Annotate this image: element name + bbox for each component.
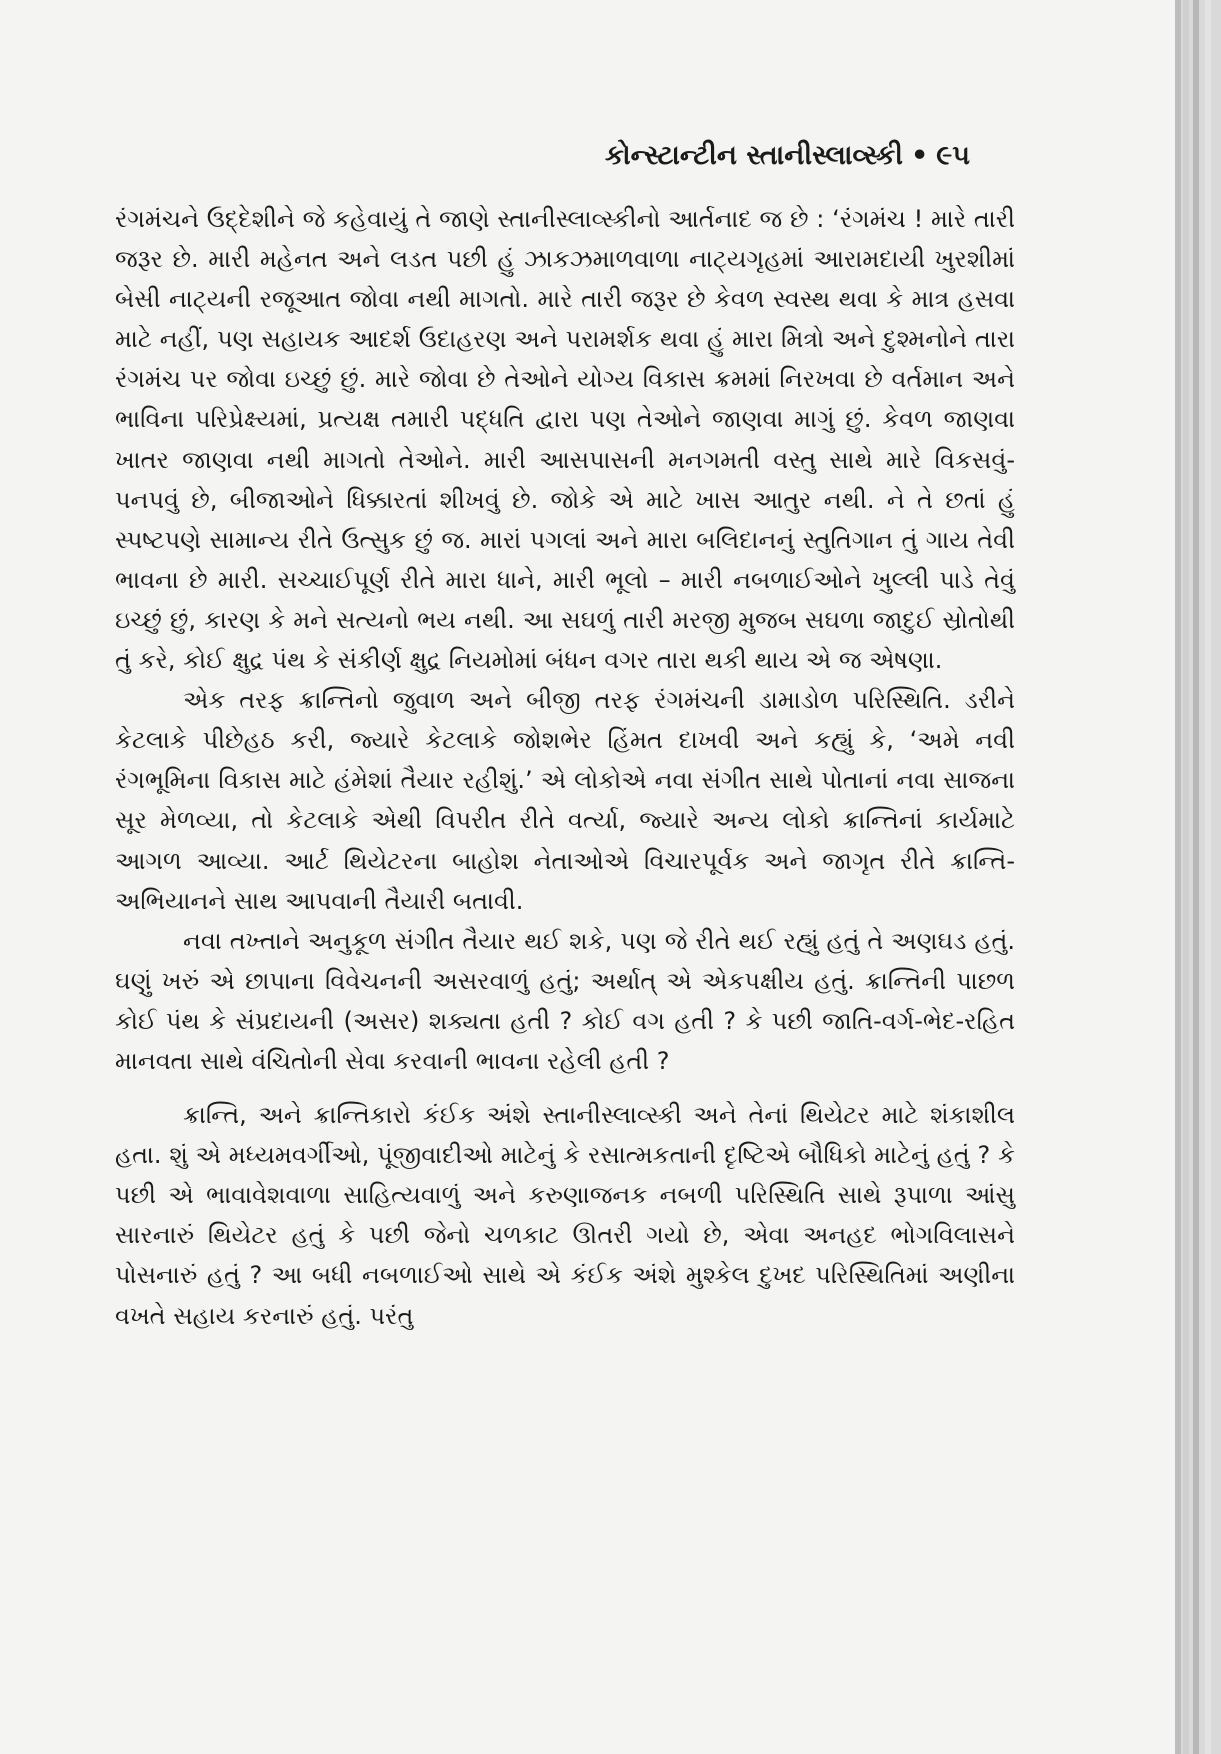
- page-edge: [1205, 0, 1211, 1754]
- page-edge: [1175, 0, 1181, 1754]
- body-text: [115, 199, 1015, 1336]
- running-header: [605, 140, 970, 172]
- running-title: કોન્સ્ટાન્ટીન સ્તાનીસ્લાવ્સ્કી: [604, 140, 903, 171]
- page-edge: [1183, 0, 1189, 1754]
- page-edge: [1193, 0, 1199, 1754]
- paragraph-4: ક્રાન્તિ, અને ક્રાન્તિકારો કંઈક અંશે સ્તાનીસ્લાવ્સ્કી અને તેનાં થિયેટર માટે શંકાશીલ હતા. શું એ મધ્યમવર્ગીઓ, પૂંજીવાદીઓ માટેનું કે રસાત્મકતાની દૃષ્ટિએ બૌધિકો માટેનું હતું ? કે પછી એ ભાવાવેશવાળા સાહિત્યવાળું અને કરુણાજનક નબળી પરિસ્થિતિ સાથે રૂપાળા આંસુ સારનારું થિયેટર હતું કે પછી જેનો ચળકાટ ઊતરી ગયો છે, એવા અનહદ ભોગવિલાસને પોસનારું હતું ? આ બધી નબળાઈઓ સાથે એ કંઈક અંશે મુશ્કેલ દુખદ પરિસ્થિતિમાં અણીના વખતે સહાય કરનારું હતું. પરંતુ: [115, 1101, 1015, 1330]
- paragraph-2: એક તરફ ક્રાન્તિનો જુવાળ અને બીજી તરફ રંગમંચની ડામાડોળ પરિસ્થિતિ. ડરીને કેટલાકે પીછેહઠ કરી, જ્યારે કેટલાકે જોશભેર હિંમત દાખવી અને કહ્યું કે, ‘અમે નવી રંગભૂમિના વિકાસ માટે હંમેશાં તૈયાર રહીશું.’ એ લોકોએ નવા સંગીત સાથે પોતાનાં નવા સાજના સૂર મેળવ્યા, તો કેટલાકે એથી વિપરીત રીતે વર્ત્યા, જ્યારે અન્ય લોકો ક્રાન્તિનાં કાર્યમાટે આગળ આવ્યા. આર્ટ થિયેટરના બાહોશ નેતાઓએ વિચારપૂર્વક અને જાગૃત રીતે ક્રાન્તિ-અભિયાનને સાથ આપવાની તૈયારી બતાવી.: [115, 686, 1015, 915]
- paragraph-1: રંગમંચને ઉદ્દેશીને જે કહેવાયું તે જાણે સ્તાનીસ્લાવ્સ્કીનો આર્તનાદ જ છે : ‘રંગમંચ ! મારે તારી જરૂર છે. મારી મહેનત અને લડત પછી હું ઝાકઝમાળવાળા નાટ્યગૃહમાં આરામદાયી ખુરશીમાં બેસી નાટ્યની રજૂઆત જોવા નથી માગતો. મારે તારી જરૂર છે કેવળ સ્વસ્થ થવા કે માત્ર હસવા માટે નહીં, પણ સહાયક આદર્શ ઉદાહરણ અને પરામર્શક થવા હું મારા મિત્રો અને દુશ્મનોને તારા રંગમંચ પર જોવા ઇચ્છું છું. મારે જોવા છે તેઓને યોગ્ય વિકાસ ક્રમમાં નિરખવા છે વર્તમાન અને ભાવિના પરિપ્રેક્ષ્યમાં, પ્રત્યક્ષ તમારી પદ્ધતિ દ્વારા પણ તેઓને જાણવા માગું છું. કેવળ જાણવા ખાતર જાણવા નથી માગતો તેઓને. મારી આસપાસની મનગમતી વસ્તુ સાથે મારે વિકસવું-પનપવું છે, બીજાઓને ધિક્કારતાં શીખવું છે. જોકે એ માટે ખાસ આતુર નથી. ને તે છતાં હું સ્પષ્ટપણે સામાન્ય રીતે ઉત્સુક છું જ. મારાં પગલાં અને મારા બલિદાનનું સ્તુતિગાન તું ગાય તેવી ભાવના છે મારી. સચ્ચાઈપૂર્ણ રીતે મારા ધાને, મારી ભૂલો – મારી નબળાઈઓને ખુલ્લી પાડે તેવું ઇચ્છું છું, કારણ કે મને સત્યનો ભય નથી. આ સઘળું તારી મરજી મુજબ સઘળા જાદુઈ સ્રોતોથી તું કરે, કોઈ ક્ષુદ્ર પંથ કે સંકીર્ણ ક્ષુદ્ર નિયમોમાં બંધન વગર તારા થકી થાય એ જ એષણા.: [115, 205, 1015, 675]
- header-bullet: •: [911, 140, 929, 171]
- page-number: ૯૫: [936, 140, 970, 171]
- paragraph-3: નવા તખ્તાને અનુકૂળ સંગીત તૈયાર થઈ શકે, પણ જે રીતે થઈ રહ્યું હતું તે અણઘડ હતું. ઘણું ખરું એ છાપાના વિવેચનની અસરવાળું હતું; અર્થાત્ એ એકપક્ષીય હતું. ક્રાન્તિની પાછળ કોઈ પંથ કે સંપ્રદાયની (અસર) શક્યતા હતી ? કોઈ વગ હતી ? કે પછી જાતિ-વર્ગ-ભેદ-રહિત માનવતા સાથે વંચિતોની સેવા કરવાની ભાવના રહેલી હતી ?: [115, 926, 1015, 1075]
